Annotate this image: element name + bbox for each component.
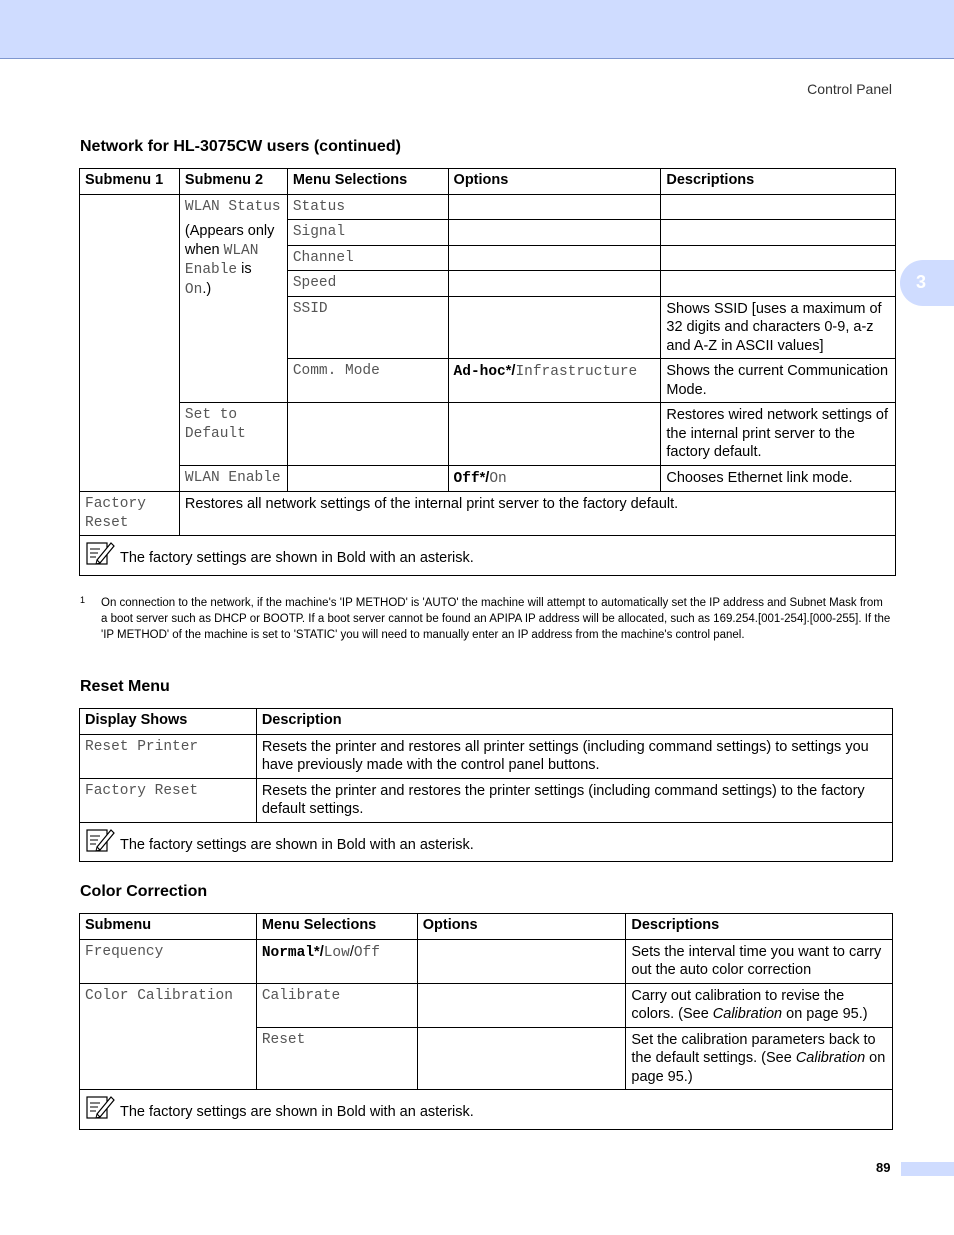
menu-selection-cell: Calibrate bbox=[256, 983, 417, 1027]
empty-cell bbox=[661, 220, 896, 246]
note-text: The factory settings are shown in Bold with an asterisk. bbox=[120, 1104, 474, 1120]
submenu-2-cell: Set to Default bbox=[179, 403, 287, 466]
note-pencil-icon bbox=[85, 1094, 115, 1126]
empty-cell bbox=[448, 245, 661, 271]
submenu-1-cell: Factory Reset bbox=[80, 492, 180, 536]
table-row bbox=[80, 778, 893, 822]
description-cell: Sets the interval time you want to carry out the auto color correction bbox=[626, 939, 893, 983]
page-number: 89 bbox=[876, 1160, 891, 1175]
table-row bbox=[80, 403, 896, 466]
page-number-bar bbox=[901, 1162, 954, 1176]
menu-selection: Channel bbox=[287, 245, 448, 271]
col-header: Submenu bbox=[80, 914, 257, 940]
submenu-cell: Color Calibration bbox=[80, 983, 257, 1090]
empty-cell bbox=[661, 245, 896, 271]
col-header: Display Shows bbox=[80, 709, 257, 735]
empty-cell bbox=[287, 403, 448, 466]
table-row bbox=[80, 734, 893, 778]
wlan-status-label: WLAN Status bbox=[184, 198, 281, 215]
appears-note: (Appears only when WLAN Enable is On.) bbox=[184, 223, 275, 298]
menu-selection: SSID bbox=[287, 296, 448, 359]
note-pencil-icon bbox=[85, 540, 115, 572]
col-header: Options bbox=[417, 914, 626, 940]
col-header: Menu Selections bbox=[287, 169, 448, 195]
col-header: Description bbox=[256, 709, 892, 735]
description-cell: Restores all network settings of the internal print server to the factory default. bbox=[179, 492, 895, 536]
table-header-row bbox=[80, 709, 893, 735]
display-cell: Factory Reset bbox=[80, 778, 257, 822]
description-cell: Set the calibration parameters back to the default settings. (See Calibration on page 95.) bbox=[626, 1027, 893, 1090]
empty-cell bbox=[417, 939, 626, 983]
description-cell: Shows SSID [uses a maximum of 32 digits and characters 0-9, a-z and A-Z in ASCII values] bbox=[661, 296, 896, 359]
table-row bbox=[80, 939, 893, 983]
footnote bbox=[80, 596, 892, 643]
col-header: Submenu 2 bbox=[179, 169, 287, 195]
footnote-marker: 1 bbox=[80, 595, 86, 605]
chapter-tab bbox=[900, 260, 954, 306]
reset-menu-title: Reset Menu bbox=[80, 678, 170, 695]
note-row bbox=[80, 822, 893, 862]
empty-cell bbox=[417, 983, 626, 1027]
menu-selection: Speed bbox=[287, 271, 448, 297]
description-cell: Chooses Ethernet link mode. bbox=[661, 465, 896, 492]
calibration-link[interactable]: Calibration bbox=[795, 1050, 866, 1066]
submenu-2-cell: WLAN Enable bbox=[179, 465, 287, 492]
col-header: Descriptions bbox=[661, 169, 896, 195]
note-row bbox=[80, 1090, 893, 1130]
description-cell: Resets the printer and restores the printer settings (including command settings) to the factory default settings. bbox=[256, 778, 892, 822]
table-row bbox=[80, 194, 896, 220]
calibration-link[interactable]: Calibration bbox=[712, 1006, 783, 1022]
menu-selection-cell: Normal*/Low/Off bbox=[256, 939, 417, 983]
empty-cell bbox=[287, 465, 448, 492]
table-header-row bbox=[80, 914, 893, 940]
options-cell: Ad-hoc*/Infrastructure bbox=[448, 359, 661, 403]
network-table bbox=[79, 168, 896, 576]
menu-selection-cell: Reset bbox=[256, 1027, 417, 1090]
top-header-band bbox=[0, 0, 954, 59]
description-cell: Restores wired network settings of the internal print server to the factory default. bbox=[661, 403, 896, 466]
empty-cell bbox=[448, 194, 661, 220]
note-row bbox=[80, 536, 896, 576]
chapter-number: 3 bbox=[916, 272, 927, 292]
table-row bbox=[80, 983, 893, 1027]
col-header: Descriptions bbox=[626, 914, 893, 940]
footnote-text: On connection to the network, if the machine's 'IP METHOD' is 'AUTO' the machine will attempt to automatically set the IP address and Subnet Mask from a boot server such as DHCP or BOOTP. If a boot server cannot be found an APIPA IP address will be allocated, such as 169.254.[001-254].[000-255]. If the 'IP METHOD' of the machine is set to 'STATIC' you will need to manually enter an IP address from the machine's control panel. bbox=[101, 597, 891, 641]
color-correction-title: Color Correction bbox=[80, 883, 208, 900]
menu-selection: Signal bbox=[287, 220, 448, 246]
col-header: Options bbox=[448, 169, 661, 195]
col-header: Menu Selections bbox=[256, 914, 417, 940]
description-cell: Shows the current Communication Mode. bbox=[661, 359, 896, 403]
display-cell: Reset Printer bbox=[80, 734, 257, 778]
wlan-status-cell bbox=[179, 194, 287, 403]
col-header: Submenu 1 bbox=[80, 169, 180, 195]
table-row bbox=[80, 492, 896, 536]
network-section-title: Network for HL-3075CW users (continued) bbox=[80, 138, 401, 155]
empty-cell bbox=[448, 296, 661, 359]
note-text: The factory settings are shown in Bold with an asterisk. bbox=[120, 836, 474, 853]
empty-cell bbox=[448, 220, 661, 246]
color-correction-table bbox=[79, 913, 893, 1130]
description-cell: Resets the printer and restores all printer settings (including command settings) to settings you have previously made with the control panel buttons. bbox=[256, 734, 892, 778]
running-header: Control Panel bbox=[807, 81, 892, 97]
menu-selection: Comm. Mode bbox=[287, 359, 448, 403]
table-row bbox=[80, 465, 896, 492]
empty-cell bbox=[661, 271, 896, 297]
note-pencil-icon bbox=[85, 827, 115, 859]
description-cell: Carry out calibration to revise the colors. (See Calibration on page 95.) bbox=[626, 983, 893, 1027]
reset-menu-table bbox=[79, 708, 893, 862]
submenu-cell: Frequency bbox=[80, 939, 257, 983]
menu-selection: Status bbox=[287, 194, 448, 220]
empty-cell bbox=[80, 194, 180, 492]
table-header-row bbox=[80, 169, 896, 195]
empty-cell bbox=[448, 271, 661, 297]
empty-cell bbox=[417, 1027, 626, 1090]
empty-cell bbox=[448, 403, 661, 466]
empty-cell bbox=[661, 194, 896, 220]
options-cell: Off*/On bbox=[448, 465, 661, 492]
note-text: The factory settings are shown in Bold with an asterisk. bbox=[120, 550, 474, 566]
